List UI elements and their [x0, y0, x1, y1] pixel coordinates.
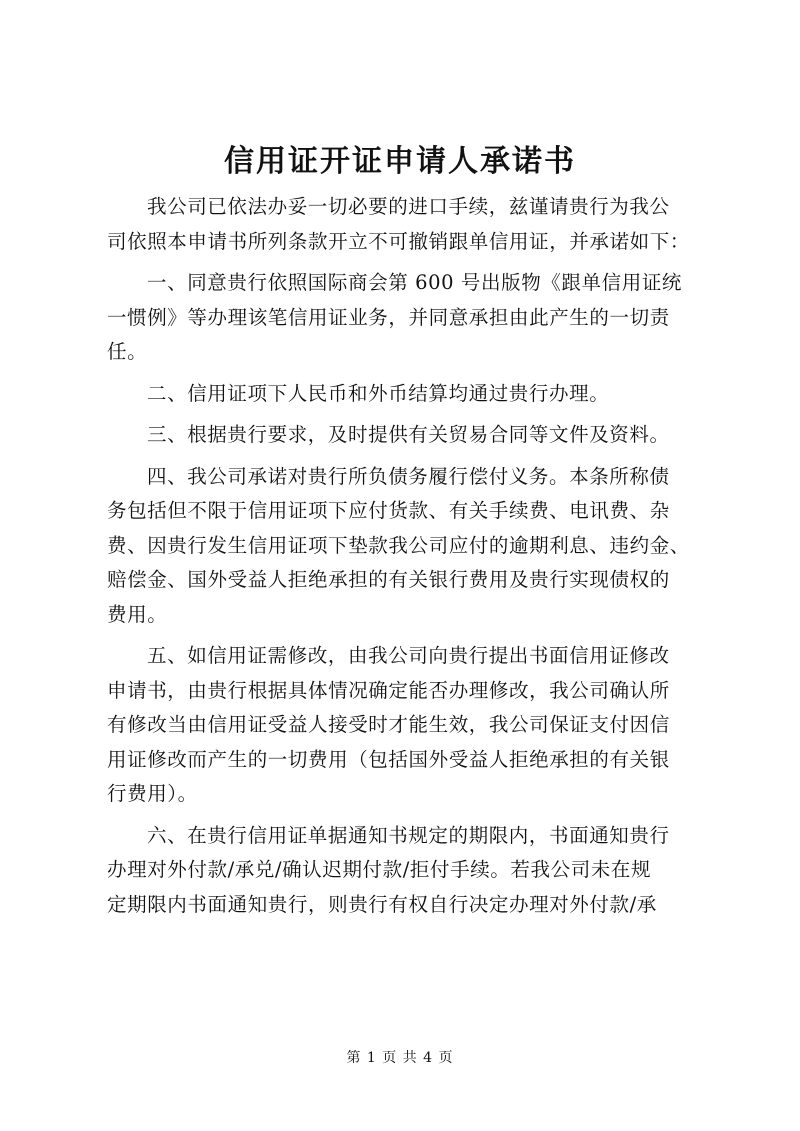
paragraph-line: 我公司已依法办妥一切必要的进口手续，兹谨请贵行为我公 — [147, 195, 670, 218]
page-number-footer: 第 1 页 共 4 页 — [346, 1050, 454, 1066]
paragraph-line: 费用。 — [107, 602, 168, 626]
paragraph-line: 行费用）。 — [107, 782, 198, 805]
paragraph-line: 务包括但不限于信用证项下应付货款、有关手续费、电讯费、杂 — [107, 499, 670, 522]
paragraph-clause-3 — [107, 418, 701, 453]
paragraph-clause-6 — [107, 819, 701, 923]
paragraph-line: 任。 — [107, 340, 148, 363]
paragraph-line: 一惯例》等办理该笔信用证业务，并同意承担由此产生的一切责 — [107, 305, 670, 329]
paragraph-line: 四、我公司承诺对贵行所负债务履行偿付义务。本条所称债 — [147, 464, 670, 488]
paragraph-line: 三、根据贵行要求，及时提供有关贸易合同等文件及资料。 — [147, 423, 670, 446]
paragraph-line: 二、信用证项下人民币和外币结算均通过贵行办理。 — [147, 381, 610, 405]
paragraph-line: 定期限内书面通知贵行，则贵行有权自行决定办理对外付款/承 — [107, 892, 657, 916]
paragraph-line: 六、在贵行信用证单据通知书规定的期限内，书面通知贵行 — [147, 823, 670, 847]
document-title: 信用证开证申请人承诺书 — [224, 144, 576, 179]
paragraph-line: 办理对外付款/承兑/确认迟期付款/拒付手续。若我公司未在规 — [107, 858, 652, 881]
paragraph-line: 费、因贵行发生信用证项下垫款我公司应付的逾期利息、违约金、 — [107, 533, 690, 557]
paragraph-clause-1 — [107, 266, 701, 370]
paragraph-clause-4 — [107, 460, 701, 633]
paragraph-line: 有修改当由信用证受益人接受时才能生效，我公司保证支付因信 — [107, 713, 670, 736]
paragraph-line: 五、如信用证需修改，由我公司向贵行提出书面信用证修改 — [147, 644, 670, 667]
paragraph-line: 赔偿金、国外受益人拒绝承担的有关银行费用及贵行实现债权的 — [107, 568, 670, 591]
paragraph-line: 申请书，由贵行根据具体情况确定能否办理修改，我公司确认所 — [107, 678, 670, 702]
paragraph-line: 一、同意贵行依照国际商会第 600 号出版物《跟单信用证统 — [147, 271, 683, 294]
paragraph-intro — [107, 190, 701, 259]
paragraph-line: 司依照本申请书所列条款开立不可撤销跟单信用证，并承诺如下： — [107, 229, 690, 253]
document-body — [107, 190, 701, 929]
paragraph-line: 用证修改而产生的一切费用（包括国外受益人拒绝承担的有关银 — [107, 747, 670, 771]
paragraph-clause-5 — [107, 639, 701, 812]
paragraph-clause-2 — [107, 377, 701, 412]
